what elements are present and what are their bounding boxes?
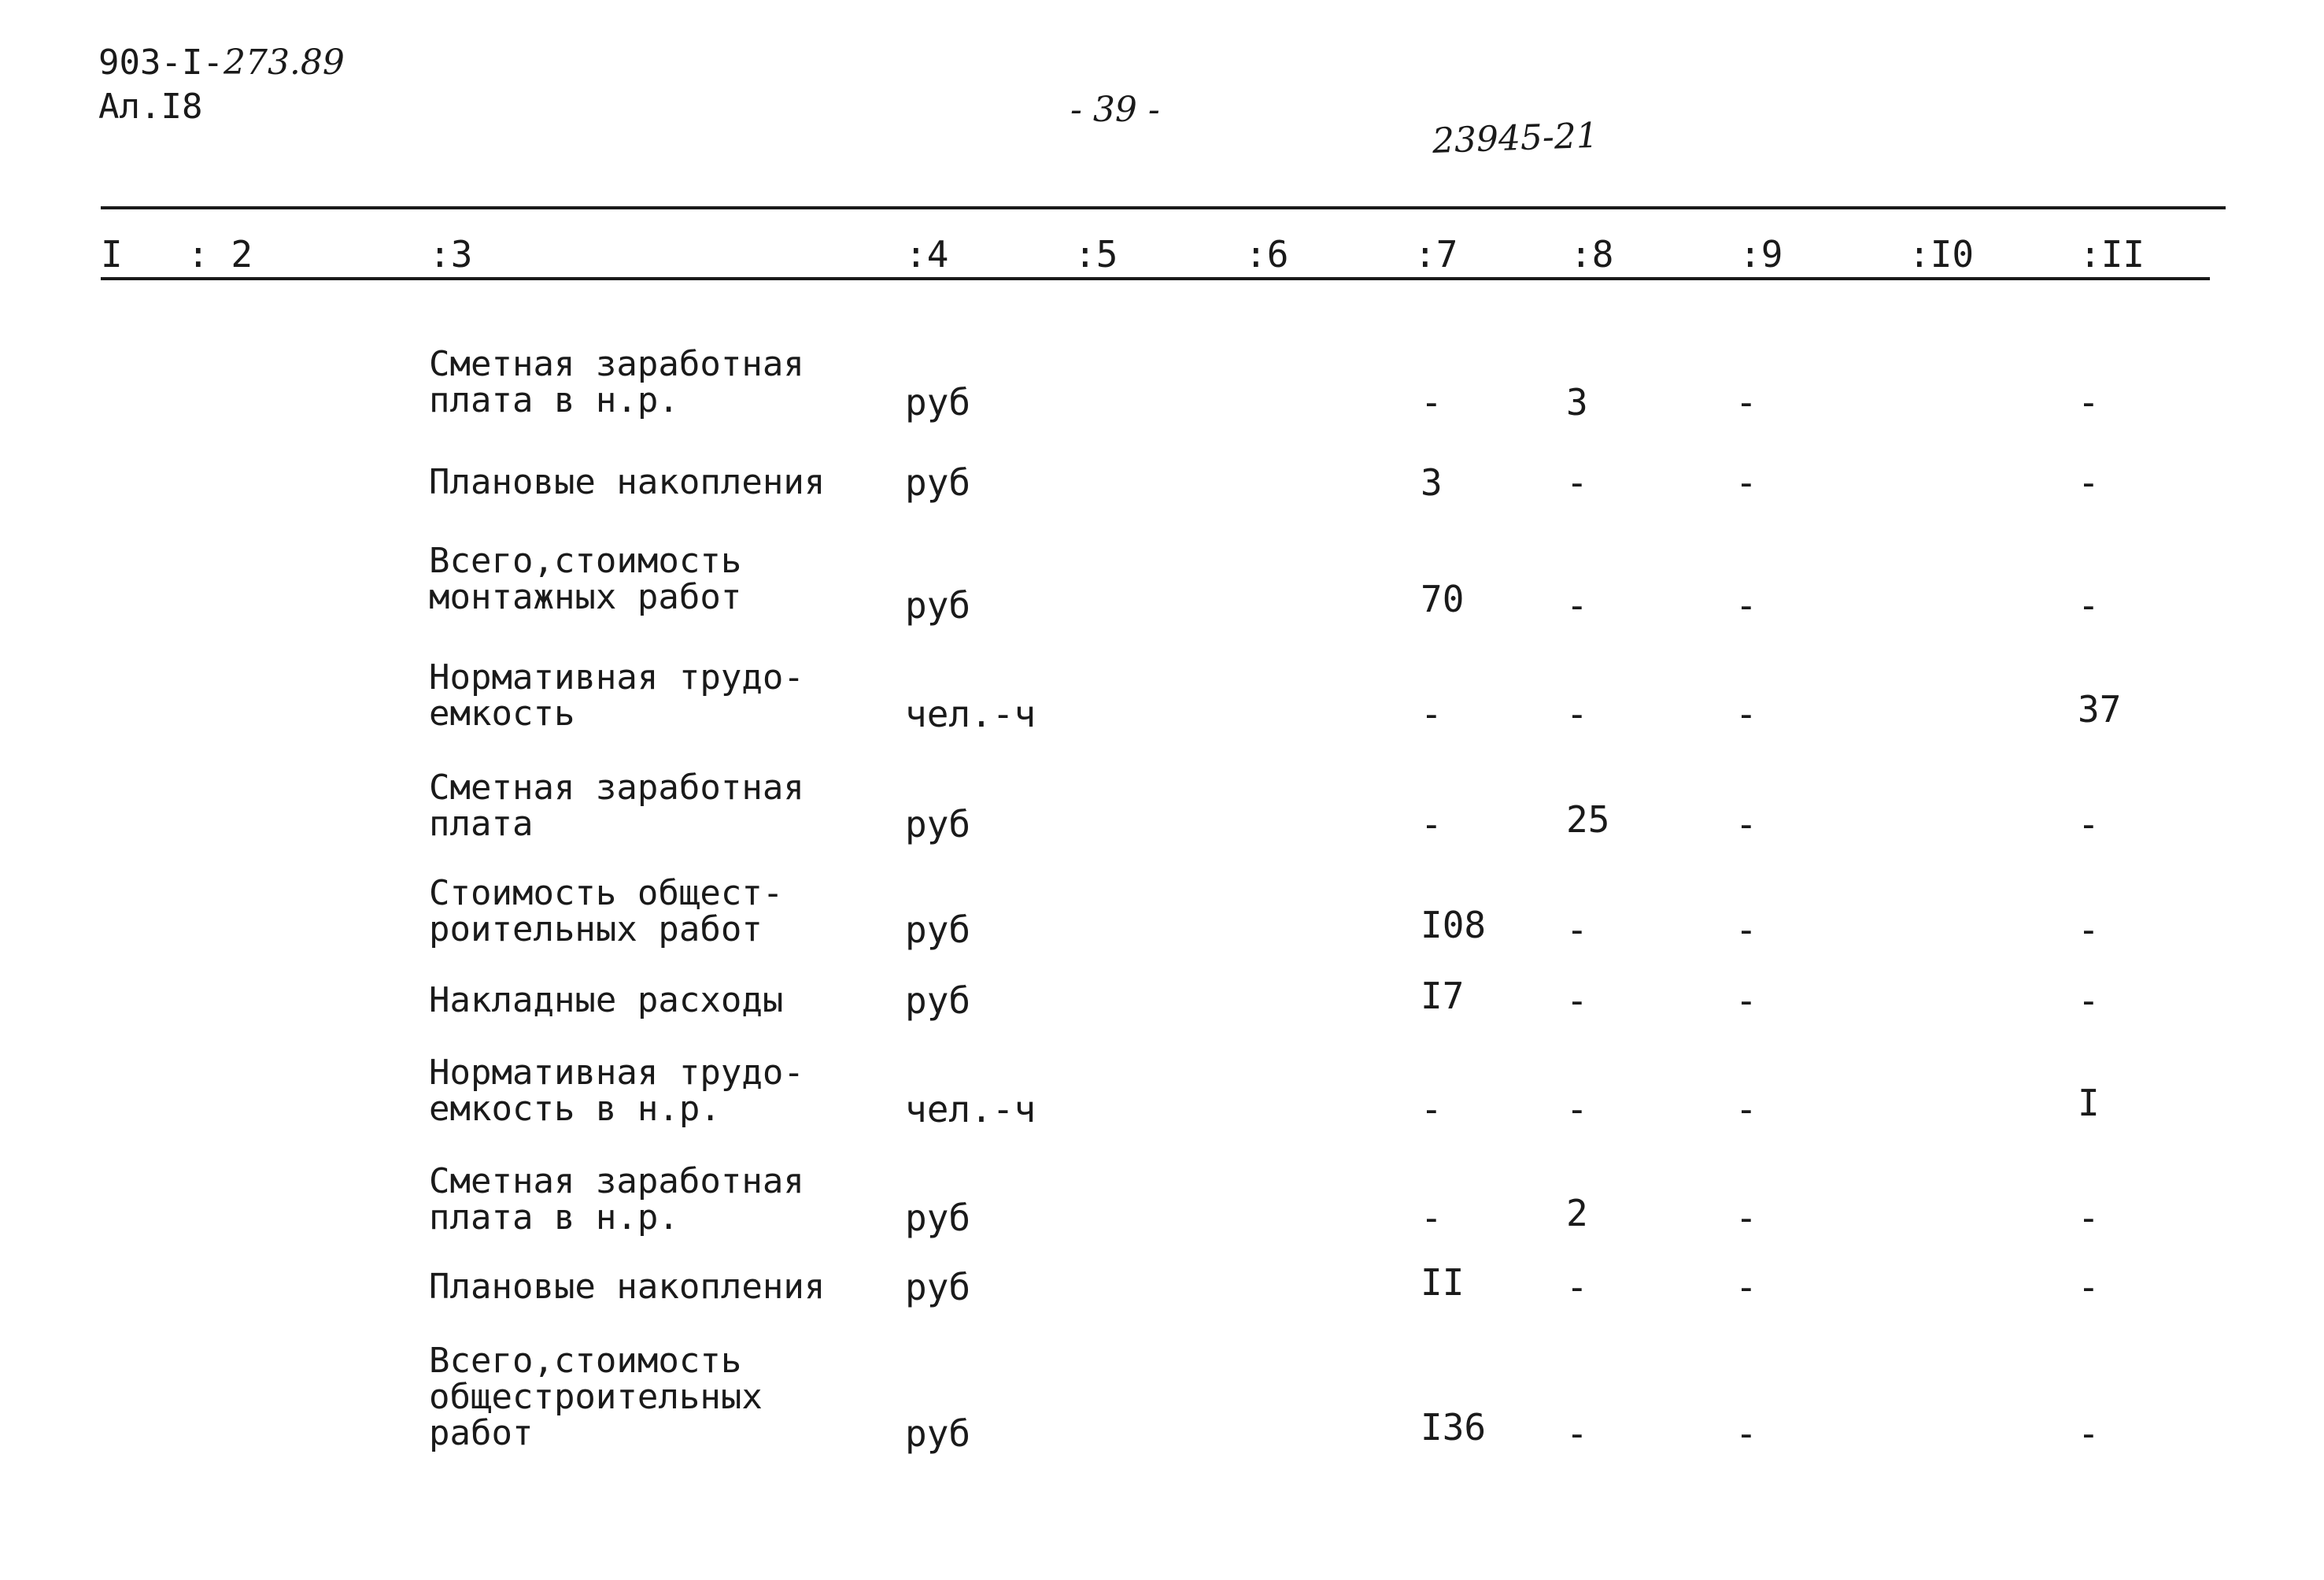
row-col7-value: II (1421, 1261, 1465, 1304)
row-unit: руб (905, 908, 971, 951)
row-description: Накладные расходы (429, 980, 784, 1020)
row-col11-value: - (2078, 461, 2100, 504)
row-col11-value: - (2078, 1266, 2100, 1308)
row-col7-value: - (1421, 1197, 1443, 1239)
column-header-10: :I0 (1908, 233, 1975, 276)
row-col11-value: - (2078, 381, 2100, 424)
row-col7-value: 70 (1421, 578, 1465, 620)
row-col11-value: - (2078, 979, 2100, 1022)
row-unit: руб (905, 461, 971, 504)
row-unit: руб (905, 803, 971, 846)
document-code-handwritten: 273.89 (223, 43, 345, 83)
row-col8-value: - (1566, 693, 1588, 735)
row-col11-value: - (2078, 1197, 2100, 1239)
row-description: Плановые накопления (429, 462, 826, 502)
row-col9-value: - (1735, 381, 1757, 424)
row-col11-value: 37 (2078, 688, 2122, 731)
row-col8-value: - (1566, 908, 1588, 951)
header-rule (101, 277, 2210, 280)
row-col7-value: 3 (1421, 461, 1443, 504)
column-header-1: I (101, 233, 123, 276)
row-unit: руб (905, 1266, 971, 1308)
row-unit: руб (905, 1197, 971, 1239)
row-col11-value: - (2078, 1412, 2100, 1455)
row-col9-value: - (1735, 584, 1757, 627)
row-unit: чел.-ч (905, 1088, 1036, 1130)
row-col8-value: - (1566, 461, 1588, 504)
row-col8-value: 3 (1566, 381, 1588, 424)
row-col9-value: - (1735, 461, 1757, 504)
row-col11-value: - (2078, 584, 2100, 627)
row-col7-value: I7 (1421, 975, 1465, 1017)
row-col7-value: I36 (1421, 1406, 1487, 1449)
row-col8-value: - (1566, 979, 1588, 1022)
row-col8-value: 25 (1566, 798, 1610, 841)
row-col7-value: - (1421, 1088, 1443, 1130)
row-col7-value: - (1421, 693, 1443, 735)
row-col8-value: - (1566, 1266, 1588, 1308)
row-description: Плановые накопления (429, 1267, 826, 1307)
row-unit: руб (905, 381, 971, 424)
document-code-prefix: 903-I- (98, 43, 224, 83)
column-header-3: :3 (429, 233, 473, 276)
top-rule (101, 206, 2226, 209)
row-description: Нормативная трудо- емкость (429, 657, 804, 734)
column-header-9: :9 (1739, 233, 1783, 276)
row-col9-value: - (1735, 803, 1757, 846)
row-col7-value: - (1421, 381, 1443, 424)
column-header-4: :4 (905, 233, 949, 276)
row-unit: руб (905, 584, 971, 627)
row-col9-value: - (1735, 693, 1757, 735)
column-header-7: :7 (1414, 233, 1458, 276)
row-col9-value: - (1735, 1266, 1757, 1308)
row-col8-value: 2 (1566, 1192, 1588, 1234)
row-col11-value: I (2078, 1082, 2100, 1124)
row-col9-value: - (1735, 1197, 1757, 1239)
column-header-2: : 2 (187, 233, 253, 276)
page-number: - 39 - (1070, 90, 1160, 130)
column-header-8: :8 (1570, 233, 1614, 276)
row-col11-value: - (2078, 803, 2100, 846)
row-col8-value: - (1566, 584, 1588, 627)
row-description: Сметная заработная плата в н.р. (429, 344, 804, 420)
row-col9-value: - (1735, 1088, 1757, 1130)
row-description: Нормативная трудо- емкость в н.р. (429, 1053, 804, 1129)
row-col8-value: - (1566, 1412, 1588, 1455)
row-description: Стоимость общест- роительных работ (429, 873, 784, 949)
row-col11-value: - (2078, 908, 2100, 951)
row-description: Сметная заработная плата (429, 768, 804, 844)
row-description: Всего,стоимость общестроительных работ (429, 1341, 763, 1453)
row-col7-value: - (1421, 803, 1443, 846)
row-col7-value: I08 (1421, 904, 1487, 946)
column-header-6: :6 (1245, 233, 1289, 276)
row-unit: руб (905, 1412, 971, 1455)
row-description: Сметная заработная плата в н.р. (429, 1161, 804, 1238)
sheet-label: Ал.I8 (98, 87, 203, 127)
row-unit: руб (905, 979, 971, 1022)
row-description: Всего,стоимость монтажных работ (429, 541, 742, 617)
row-col9-value: - (1735, 979, 1757, 1022)
document-code (98, 41, 345, 85)
row-col9-value: - (1735, 1412, 1757, 1455)
column-header-5: :5 (1074, 233, 1118, 276)
row-unit: чел.-ч (905, 693, 1036, 735)
row-col8-value: - (1566, 1088, 1588, 1130)
inventory-stamp-number: 23945-21 (1432, 115, 1599, 161)
row-col9-value: - (1735, 908, 1757, 951)
column-header-11: :II (2079, 233, 2145, 276)
